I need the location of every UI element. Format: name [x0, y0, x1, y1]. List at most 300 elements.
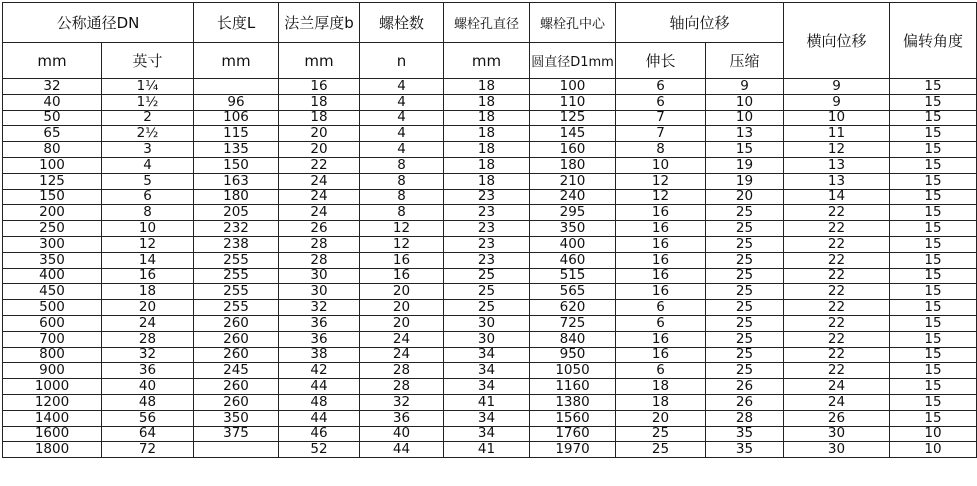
cell-length: 205 [194, 205, 279, 221]
cell-bolt-hole-diameter: 25 [444, 300, 530, 316]
header-dn-mm: mm [3, 43, 102, 79]
cell-bolt-hole-center: 110 [530, 94, 616, 110]
cell-bolt-count: 28 [360, 363, 444, 379]
cell-dn-inch: 56 [102, 410, 194, 426]
cell-bolt-count: 16 [360, 268, 444, 284]
cell-deflection-angle: 15 [890, 284, 977, 300]
header-count-unit: n [360, 43, 444, 79]
cell-bolt-hole-diameter: 34 [444, 363, 530, 379]
cell-bolt-hole-diameter: 18 [444, 157, 530, 173]
cell-lateral-displacement: 24 [784, 379, 890, 395]
cell-extension: 6 [616, 300, 706, 316]
cell-extension: 12 [616, 189, 706, 205]
cell-compression: 19 [706, 157, 784, 173]
cell-compression: 26 [706, 394, 784, 410]
cell-flange-thickness: 24 [279, 189, 360, 205]
cell-length: 255 [194, 284, 279, 300]
cell-lateral-displacement: 22 [784, 221, 890, 237]
cell-bolt-hole-center: 100 [530, 79, 616, 95]
table-row [3, 379, 977, 395]
cell-dn-mm: 32 [3, 79, 102, 95]
cell-flange-thickness: 48 [279, 394, 360, 410]
cell-extension: 20 [616, 410, 706, 426]
cell-bolt-hole-center: 350 [530, 221, 616, 237]
header-length-unit: mm [194, 43, 279, 79]
cell-dn-inch: 3 [102, 142, 194, 158]
cell-bolt-count: 8 [360, 189, 444, 205]
cell-deflection-angle: 15 [890, 300, 977, 316]
cell-dn-inch: 1½ [102, 94, 194, 110]
cell-length: 232 [194, 221, 279, 237]
cell-deflection-angle: 15 [890, 252, 977, 268]
cell-bolt-hole-center: 295 [530, 205, 616, 221]
cell-bolt-count: 8 [360, 173, 444, 189]
cell-compression: 25 [706, 347, 784, 363]
cell-dn-inch: 32 [102, 347, 194, 363]
cell-extension: 10 [616, 157, 706, 173]
cell-extension: 16 [616, 221, 706, 237]
cell-bolt-hole-diameter: 23 [444, 252, 530, 268]
cell-compression: 25 [706, 221, 784, 237]
cell-flange-thickness: 16 [279, 79, 360, 95]
table-row [3, 173, 977, 189]
table-row [3, 236, 977, 252]
cell-dn-mm: 100 [3, 157, 102, 173]
table-body [3, 79, 977, 458]
cell-flange-thickness: 30 [279, 284, 360, 300]
cell-bolt-hole-diameter: 41 [444, 442, 530, 458]
cell-compression: 20 [706, 189, 784, 205]
cell-bolt-count: 4 [360, 94, 444, 110]
cell-bolt-hole-center: 460 [530, 252, 616, 268]
cell-dn-inch: 36 [102, 363, 194, 379]
cell-bolt-hole-diameter: 25 [444, 268, 530, 284]
cell-deflection-angle: 15 [890, 157, 977, 173]
cell-bolt-hole-center: 515 [530, 268, 616, 284]
cell-compression: 13 [706, 126, 784, 142]
cell-extension: 7 [616, 126, 706, 142]
cell-bolt-hole-center: 1560 [530, 410, 616, 426]
cell-bolt-count: 4 [360, 79, 444, 95]
table-row [3, 426, 977, 442]
cell-flange-thickness: 28 [279, 252, 360, 268]
cell-bolt-hole-diameter: 18 [444, 142, 530, 158]
cell-dn-mm: 65 [3, 126, 102, 142]
cell-dn-mm: 400 [3, 268, 102, 284]
cell-deflection-angle: 15 [890, 410, 977, 426]
cell-lateral-displacement: 13 [784, 173, 890, 189]
cell-flange-thickness: 20 [279, 142, 360, 158]
cell-lateral-displacement: 9 [784, 79, 890, 95]
cell-flange-thickness: 22 [279, 157, 360, 173]
table-row [3, 347, 977, 363]
cell-bolt-count: 20 [360, 284, 444, 300]
cell-bolt-hole-center: 145 [530, 126, 616, 142]
cell-dn-inch: 72 [102, 442, 194, 458]
cell-dn-mm: 600 [3, 315, 102, 331]
cell-dn-mm: 40 [3, 94, 102, 110]
cell-bolt-hole-center: 1970 [530, 442, 616, 458]
cell-compression: 28 [706, 410, 784, 426]
cell-extension: 16 [616, 331, 706, 347]
cell-bolt-hole-center: 180 [530, 157, 616, 173]
cell-deflection-angle: 15 [890, 315, 977, 331]
cell-deflection-angle: 10 [890, 426, 977, 442]
table-row [3, 157, 977, 173]
cell-bolt-hole-center: 400 [530, 236, 616, 252]
cell-dn-mm: 900 [3, 363, 102, 379]
cell-dn-inch: 1¼ [102, 79, 194, 95]
cell-compression: 19 [706, 173, 784, 189]
cell-length: 135 [194, 142, 279, 158]
cell-dn-mm: 700 [3, 331, 102, 347]
cell-extension: 6 [616, 363, 706, 379]
cell-flange-thickness: 28 [279, 236, 360, 252]
cell-flange-thickness: 24 [279, 205, 360, 221]
cell-compression: 25 [706, 205, 784, 221]
cell-dn-inch: 48 [102, 394, 194, 410]
cell-dn-inch: 14 [102, 252, 194, 268]
cell-dn-inch: 16 [102, 268, 194, 284]
cell-deflection-angle: 15 [890, 79, 977, 95]
cell-lateral-displacement: 13 [784, 157, 890, 173]
cell-dn-inch: 2½ [102, 126, 194, 142]
table-row [3, 410, 977, 426]
cell-bolt-hole-diameter: 25 [444, 284, 530, 300]
cell-flange-thickness: 26 [279, 221, 360, 237]
cell-dn-inch: 6 [102, 189, 194, 205]
cell-bolt-hole-center: 1380 [530, 394, 616, 410]
table-row [3, 205, 977, 221]
table-row [3, 252, 977, 268]
cell-dn-inch: 28 [102, 331, 194, 347]
cell-compression: 35 [706, 442, 784, 458]
cell-lateral-displacement: 24 [784, 394, 890, 410]
cell-deflection-angle: 15 [890, 268, 977, 284]
table-row [3, 189, 977, 205]
cell-flange-thickness: 36 [279, 331, 360, 347]
cell-bolt-hole-center: 1760 [530, 426, 616, 442]
cell-bolt-hole-diameter: 18 [444, 94, 530, 110]
table-row [3, 394, 977, 410]
cell-lateral-displacement: 22 [784, 252, 890, 268]
cell-extension: 6 [616, 315, 706, 331]
cell-flange-thickness: 38 [279, 347, 360, 363]
cell-bolt-hole-diameter: 30 [444, 315, 530, 331]
cell-flange-thickness: 32 [279, 300, 360, 316]
cell-extension: 16 [616, 268, 706, 284]
cell-bolt-hole-center: 160 [530, 142, 616, 158]
cell-compression: 10 [706, 94, 784, 110]
cell-extension: 16 [616, 347, 706, 363]
cell-length: 245 [194, 363, 279, 379]
cell-dn-mm: 1800 [3, 442, 102, 458]
header-deflection-angle: 偏转角度 [890, 3, 977, 79]
cell-bolt-hole-center: 950 [530, 347, 616, 363]
cell-lateral-displacement: 14 [784, 189, 890, 205]
cell-flange-thickness: 18 [279, 94, 360, 110]
cell-bolt-hole-diameter: 18 [444, 126, 530, 142]
cell-lateral-displacement: 22 [784, 236, 890, 252]
cell-length: 350 [194, 410, 279, 426]
cell-deflection-angle: 15 [890, 347, 977, 363]
cell-dn-mm: 800 [3, 347, 102, 363]
header-axial-displacement: 轴向位移 [616, 3, 784, 43]
cell-deflection-angle: 15 [890, 126, 977, 142]
cell-dn-mm: 200 [3, 205, 102, 221]
header-center-circle: 圆直径D1mm [530, 43, 616, 79]
cell-length: 260 [194, 331, 279, 347]
cell-length: 255 [194, 268, 279, 284]
header-extension: 伸长 [616, 43, 706, 79]
cell-extension: 16 [616, 205, 706, 221]
cell-lateral-displacement: 22 [784, 268, 890, 284]
cell-length [194, 79, 279, 95]
cell-extension: 18 [616, 394, 706, 410]
header-lateral-displacement: 横向位移 [784, 3, 890, 79]
cell-deflection-angle: 15 [890, 94, 977, 110]
cell-compression: 25 [706, 363, 784, 379]
cell-lateral-displacement: 22 [784, 347, 890, 363]
cell-deflection-angle: 15 [890, 205, 977, 221]
cell-length: 115 [194, 126, 279, 142]
cell-flange-thickness: 18 [279, 110, 360, 126]
cell-dn-inch: 18 [102, 284, 194, 300]
cell-deflection-angle: 15 [890, 331, 977, 347]
cell-dn-mm: 350 [3, 252, 102, 268]
cell-lateral-displacement: 26 [784, 410, 890, 426]
table-row [3, 442, 977, 458]
cell-compression: 25 [706, 252, 784, 268]
table-row [3, 268, 977, 284]
cell-length: 106 [194, 110, 279, 126]
cell-length: 238 [194, 236, 279, 252]
cell-bolt-hole-diameter: 18 [444, 173, 530, 189]
cell-lateral-displacement: 22 [784, 205, 890, 221]
cell-extension: 18 [616, 379, 706, 395]
cell-dn-inch: 12 [102, 236, 194, 252]
table-row [3, 331, 977, 347]
cell-compression: 25 [706, 331, 784, 347]
cell-bolt-hole-diameter: 18 [444, 79, 530, 95]
cell-extension: 25 [616, 442, 706, 458]
cell-flange-thickness: 44 [279, 410, 360, 426]
cell-deflection-angle: 15 [890, 173, 977, 189]
cell-lateral-displacement: 12 [784, 142, 890, 158]
cell-deflection-angle: 15 [890, 379, 977, 395]
table-row [3, 300, 977, 316]
cell-bolt-hole-diameter: 34 [444, 410, 530, 426]
cell-bolt-hole-center: 1050 [530, 363, 616, 379]
cell-bolt-hole-diameter: 18 [444, 110, 530, 126]
cell-bolt-count: 8 [360, 157, 444, 173]
cell-bolt-count: 8 [360, 205, 444, 221]
cell-bolt-hole-diameter: 34 [444, 426, 530, 442]
cell-deflection-angle: 15 [890, 363, 977, 379]
cell-bolt-count: 32 [360, 394, 444, 410]
cell-bolt-hole-center: 565 [530, 284, 616, 300]
header-bolt-hole-center: 螺栓孔中心 [530, 3, 616, 43]
cell-dn-inch: 24 [102, 315, 194, 331]
header-hole-unit: mm [444, 43, 530, 79]
cell-bolt-count: 12 [360, 236, 444, 252]
cell-bolt-hole-diameter: 34 [444, 379, 530, 395]
cell-dn-mm: 500 [3, 300, 102, 316]
cell-deflection-angle: 15 [890, 142, 977, 158]
cell-bolt-count: 12 [360, 221, 444, 237]
cell-bolt-count: 4 [360, 126, 444, 142]
cell-flange-thickness: 24 [279, 173, 360, 189]
cell-bolt-hole-center: 240 [530, 189, 616, 205]
cell-dn-inch: 40 [102, 379, 194, 395]
header-row-1 [3, 3, 977, 43]
cell-lateral-displacement: 30 [784, 426, 890, 442]
cell-lateral-displacement: 9 [784, 94, 890, 110]
cell-bolt-hole-diameter: 30 [444, 331, 530, 347]
cell-deflection-angle: 15 [890, 110, 977, 126]
cell-extension: 6 [616, 94, 706, 110]
cell-flange-thickness: 20 [279, 126, 360, 142]
cell-deflection-angle: 15 [890, 394, 977, 410]
table-row [3, 284, 977, 300]
cell-bolt-hole-diameter: 23 [444, 236, 530, 252]
cell-flange-thickness: 44 [279, 379, 360, 395]
cell-dn-mm: 50 [3, 110, 102, 126]
cell-bolt-count: 20 [360, 300, 444, 316]
table-row [3, 126, 977, 142]
cell-dn-inch: 2 [102, 110, 194, 126]
cell-compression: 25 [706, 300, 784, 316]
cell-length: 150 [194, 157, 279, 173]
cell-dn-mm: 125 [3, 173, 102, 189]
cell-bolt-count: 4 [360, 142, 444, 158]
cell-length: 260 [194, 347, 279, 363]
cell-dn-inch: 5 [102, 173, 194, 189]
cell-compression: 10 [706, 110, 784, 126]
cell-dn-mm: 450 [3, 284, 102, 300]
table-row [3, 221, 977, 237]
table-row [3, 142, 977, 158]
cell-bolt-hole-diameter: 34 [444, 347, 530, 363]
cell-dn-mm: 150 [3, 189, 102, 205]
cell-flange-thickness: 42 [279, 363, 360, 379]
cell-bolt-hole-center: 620 [530, 300, 616, 316]
cell-lateral-displacement: 10 [784, 110, 890, 126]
cell-extension: 7 [616, 110, 706, 126]
cell-bolt-count: 36 [360, 410, 444, 426]
table-row [3, 110, 977, 126]
spec-table [2, 2, 977, 458]
cell-dn-mm: 250 [3, 221, 102, 237]
cell-deflection-angle: 10 [890, 442, 977, 458]
cell-deflection-angle: 15 [890, 189, 977, 205]
table-row [3, 315, 977, 331]
cell-dn-inch: 64 [102, 426, 194, 442]
table-row [3, 79, 977, 95]
cell-dn-mm: 1000 [3, 379, 102, 395]
cell-bolt-count: 24 [360, 331, 444, 347]
cell-compression: 35 [706, 426, 784, 442]
table-row [3, 94, 977, 110]
cell-deflection-angle: 15 [890, 221, 977, 237]
cell-length: 96 [194, 94, 279, 110]
cell-flange-thickness: 52 [279, 442, 360, 458]
cell-bolt-count: 28 [360, 379, 444, 395]
header-compression: 压缩 [706, 43, 784, 79]
cell-compression: 15 [706, 142, 784, 158]
cell-lateral-displacement: 22 [784, 363, 890, 379]
cell-dn-inch: 10 [102, 221, 194, 237]
cell-lateral-displacement: 11 [784, 126, 890, 142]
cell-extension: 16 [616, 284, 706, 300]
cell-length: 255 [194, 252, 279, 268]
cell-flange-thickness: 46 [279, 426, 360, 442]
cell-bolt-hole-center: 210 [530, 173, 616, 189]
cell-compression: 25 [706, 268, 784, 284]
cell-length: 255 [194, 300, 279, 316]
cell-bolt-count: 24 [360, 347, 444, 363]
cell-bolt-hole-diameter: 23 [444, 205, 530, 221]
cell-bolt-count: 44 [360, 442, 444, 458]
cell-lateral-displacement: 22 [784, 300, 890, 316]
cell-compression: 25 [706, 284, 784, 300]
cell-bolt-count: 40 [360, 426, 444, 442]
cell-bolt-hole-center: 1160 [530, 379, 616, 395]
cell-extension: 6 [616, 79, 706, 95]
cell-bolt-hole-center: 725 [530, 315, 616, 331]
cell-bolt-count: 4 [360, 110, 444, 126]
cell-compression: 25 [706, 315, 784, 331]
cell-bolt-hole-center: 125 [530, 110, 616, 126]
cell-compression: 26 [706, 379, 784, 395]
cell-lateral-displacement: 30 [784, 442, 890, 458]
cell-bolt-count: 16 [360, 252, 444, 268]
cell-length: 260 [194, 394, 279, 410]
header-thickness-unit: mm [279, 43, 360, 79]
cell-lateral-displacement: 22 [784, 331, 890, 347]
cell-dn-inch: 8 [102, 205, 194, 221]
cell-length [194, 442, 279, 458]
cell-bolt-hole-center: 840 [530, 331, 616, 347]
cell-dn-inch: 20 [102, 300, 194, 316]
table-row [3, 363, 977, 379]
cell-length: 180 [194, 189, 279, 205]
cell-extension: 8 [616, 142, 706, 158]
cell-bolt-hole-diameter: 23 [444, 189, 530, 205]
cell-deflection-angle: 15 [890, 236, 977, 252]
header-nominal-dn: 公称通径DN [3, 3, 194, 43]
header-length: 长度L [194, 3, 279, 43]
cell-extension: 16 [616, 252, 706, 268]
header-flange-thickness: 法兰厚度b [279, 3, 360, 43]
cell-lateral-displacement: 22 [784, 284, 890, 300]
cell-dn-mm: 300 [3, 236, 102, 252]
header-bolt-count: 螺栓数 [360, 3, 444, 43]
cell-bolt-count: 20 [360, 315, 444, 331]
cell-flange-thickness: 36 [279, 315, 360, 331]
cell-bolt-hole-diameter: 23 [444, 221, 530, 237]
cell-extension: 16 [616, 236, 706, 252]
cell-compression: 9 [706, 79, 784, 95]
cell-bolt-hole-diameter: 41 [444, 394, 530, 410]
cell-dn-mm: 80 [3, 142, 102, 158]
cell-length: 260 [194, 379, 279, 395]
cell-length: 375 [194, 426, 279, 442]
cell-flange-thickness: 30 [279, 268, 360, 284]
cell-extension: 25 [616, 426, 706, 442]
cell-length: 260 [194, 315, 279, 331]
header-bolt-hole-diameter: 螺栓孔直径 [444, 3, 530, 43]
